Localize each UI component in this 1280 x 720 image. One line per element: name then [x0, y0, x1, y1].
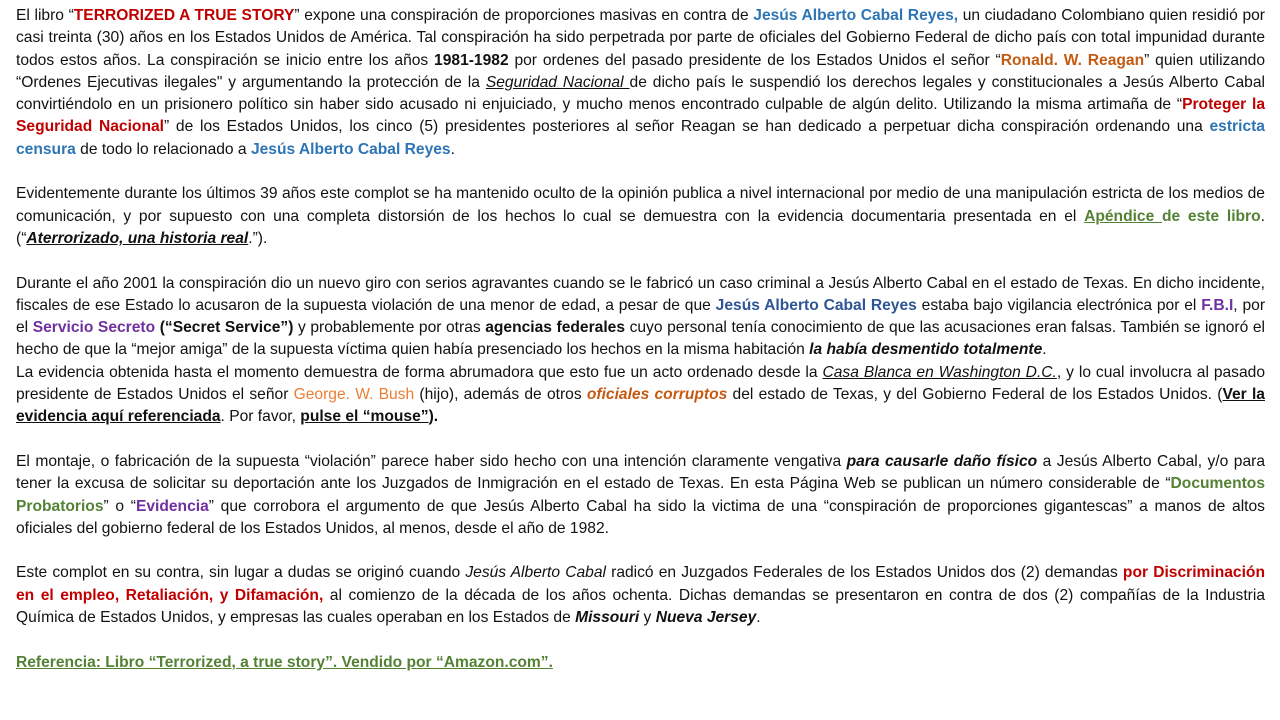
reagan-name: Ronald. W. Reagan: [1000, 51, 1145, 69]
jac-name: Jesús Alberto Cabal: [465, 564, 606, 582]
paragraph-complot: [16, 183, 1265, 250]
person-name: Jesús Alberto Cabal Reyes: [715, 296, 917, 314]
documentos-probatorios: Documentos Probatorios: [16, 475, 1265, 515]
text: .: [1042, 341, 1047, 359]
text: estaba bajo vigilancia electrónica por el: [916, 296, 1202, 314]
text: La evidencia obtenida hasta el momento demuestra de forma abrumadora que esto fue un acto ordenado desde la: [16, 363, 823, 381]
nueva-jersey: Nueva Jersey: [655, 609, 757, 627]
reference-link[interactable]: Referencia: Libro “Terrorized, a true story”. Vendido por “Amazon.com”.: [16, 653, 553, 671]
text: radicó en Juzgados Federales de los Estados Unidos dos (2) demandas: [605, 564, 1123, 582]
de-este-libro: de este libro: [1162, 207, 1261, 225]
text: El libro “: [16, 7, 74, 24]
text: ).: [428, 408, 439, 426]
text: un ciudadano Colombiano quien residió por casi treinta (30) años en los Estados Unidos de América. Tal conspiración ha sido perpetrada por parte de oficiales del Gobierno Federal de dicho país con total impunidad durante todos estos años. La conspiración se inicio entre los años: [16, 7, 1265, 69]
text: de dicho país le suspendió los derechos legales y constitucionales a Jesús Alberto Cabal convirtiéndolo en un prisionero político sin haber sido acusado ni enjuiciado, y mucho menos encontrado culpable de algún delito. Utilizando la misma artimaña de “: [16, 73, 1265, 114]
paragraph-origen: [16, 562, 1265, 629]
text: del estado de Texas, y del Gobierno Federal de los Estados Unidos. (: [727, 386, 1223, 404]
text: de todo lo relacionado a: [75, 140, 251, 158]
reference-line: [16, 652, 1265, 674]
text: El montaje, o fabricación de la supuesta “violación” parece haber sido hecho con una intención claramente vengativa: [16, 452, 847, 470]
text: ” o “: [103, 497, 136, 515]
secret-service: (“Secret Service”): [159, 319, 294, 337]
text: ” quien utilizando “Ordenes Ejecutivas ilegales" y argumentando la protección de la: [16, 51, 1266, 91]
text: .: [450, 140, 455, 158]
evidencia: Evidencia: [135, 497, 209, 515]
seguridad-nacional: Seguridad Nacional: [485, 73, 630, 91]
text: al comienzo de la década de los años ochenta. Dichas demandas se presentaron en contra de dos (2) compañías de la Industria Química de Estados Unidos, y empresas las cuales operaban en los Estados de: [16, 586, 1265, 627]
text: Durante el año 2001 la conspiración dio un nuevo giro con serios agravantes cuando se le fabricó un caso criminal a Jesús Alberto Cabal en el estado de Texas. En dicho incidente, fiscales de ese Estado lo acusaron de la supuesta violación de una menor de edad, a pesar de que: [16, 274, 1265, 314]
text: .”).: [248, 229, 268, 247]
document-body: [16, 5, 1265, 674]
casa-blanca: Casa Blanca en Washington D.C.: [822, 363, 1057, 381]
text: , y lo cual involucra al pasado presidente de Estados Unidos el señor: [16, 363, 1266, 404]
text: Evidentemente durante los últimos 39 años este complot se ha mantenido oculto de la opinión publica a nivel internacional por medio de una manipulación estricta de los medios de comunicación, y por supuesto con una completa distorsión de los hechos lo cual se demuestra con la evidencia documentaria presentada en el: [16, 185, 1265, 225]
aterrorizado-link[interactable]: Aterrorizado, una historia real: [26, 229, 249, 247]
book-title: TERRORIZED A TRUE STORY: [73, 7, 295, 24]
years: 1981-1982: [434, 51, 509, 69]
text: , por el: [16, 296, 1266, 337]
ver-evidencia-link[interactable]: Ver la evidencia aquí referenciada: [16, 386, 1265, 426]
text: ” de los Estados Unidos, los cinco (5) presidentes posteriores al señor Reagan se han dedicado a perpetuar dicha conspiración ordenando una: [163, 118, 1210, 136]
desmentido: la había desmentido totalmente: [809, 341, 1043, 359]
paragraph-2001: [16, 273, 1265, 362]
text: por ordenes del pasado presidente de los Estados Unidos el señor “: [508, 51, 1001, 69]
text: a Jesús Alberto Cabal, y/o para tener la excusa de solicitar su deportación ante los Juzgados de Inmigración en el estado de Texas. En esta Página Web se publican un número considerable de “: [16, 452, 1265, 493]
text: y: [639, 609, 656, 627]
oficiales-corruptos: oficiales corruptos: [586, 386, 728, 404]
person-name: Jesús Alberto Cabal Reyes: [250, 140, 451, 158]
agencias-federales: agencias federales: [485, 319, 626, 337]
servicio-secreto: Servicio Secreto: [32, 319, 156, 337]
text: ” que corrobora el argumento de que Jesús Alberto Cabal ha sido la victima de una “conspiración de proporciones gigantescas” a manos de altos oficiales del gobierno federal de los Estados Unidos, al menos, desde el año de 1982.: [16, 497, 1265, 537]
paragraph-intro: [16, 5, 1265, 161]
text: Este complot en su contra, sin lugar a dudas se originó cuando: [16, 564, 466, 582]
paragraph-evidencia: [16, 362, 1265, 429]
person-name: Jesús Alberto Cabal Reyes,: [753, 7, 959, 24]
fbi: F.B.I: [1201, 296, 1234, 314]
text: ” expone una conspiración de proporciones masivas en contra de: [294, 7, 754, 24]
proteger-seguridad: Proteger la Seguridad Nacional: [16, 96, 1265, 136]
estricta-censura: estricta censura: [16, 118, 1265, 158]
text: (hijo), además de otros: [414, 386, 587, 404]
text: .: [756, 609, 761, 627]
missouri: Missouri: [575, 609, 640, 627]
pulse-mouse-link[interactable]: pulse el “mouse”: [300, 408, 429, 426]
apendice-link[interactable]: Apéndice: [1084, 207, 1162, 225]
paragraph-montaje: [16, 451, 1265, 540]
text: y probablemente por otras: [293, 319, 486, 337]
bush-name: George. W. Bush: [293, 386, 415, 404]
dano-fisico: para causarle daño físico: [846, 452, 1038, 470]
text: cuyo personal tenía conocimiento de que las acusaciones eran falsas. También se ignoró el hecho de que la “mejor amiga” de la supuesta víctima quien había presenciado los hechos en la misma habitación: [16, 319, 1265, 359]
text: . Por favor,: [220, 408, 301, 426]
demandas: por Discriminación en el empleo, Retaliación, y Difamación,: [16, 564, 1265, 604]
text: . (“: [16, 207, 1265, 247]
